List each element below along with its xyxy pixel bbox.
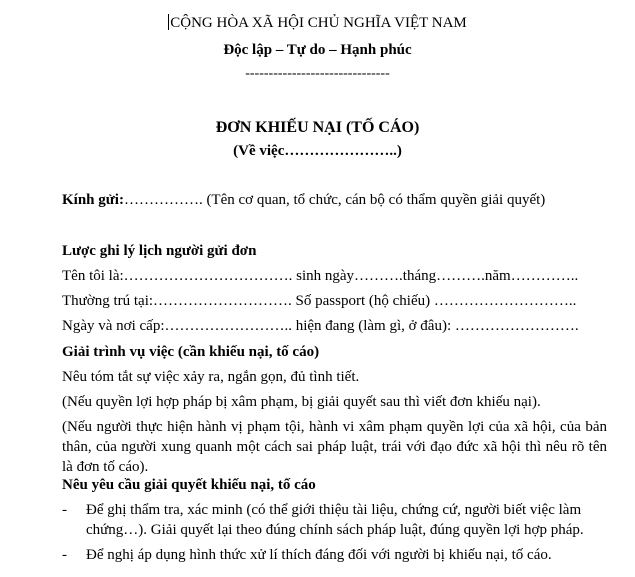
explanation-paragraph: Nêu tóm tắt sự việc xảy ra, ngắn gọn, đủ tình tiết. [62,369,360,385]
addressee-value: ……………. (Tên cơ quan, tổ chức, cán bộ có thẩm quyền giải quyết) [123,192,546,208]
addressee-label: Kính gửi: [62,192,124,208]
bullet-dash: - [62,502,67,518]
request-item-text: Để nghị áp dụng hình thức xử lí thích đáng đối với người bị khiếu nại, tố cáo. [86,547,552,563]
document-subject: (Về việc…………………..) [233,143,402,159]
request-item-text: Để ghị thẩm tra, xác minh (có thể giới thiệu tài liệu, chứng cứ, người biết việc làm chứng…). Giải quyết lại theo đúng chính sách pháp luật, đúng quyền lợi hợp pháp. [86,502,584,538]
explanation-section-heading: Giải trình vụ việc (cần khiếu nại, tố cáo) [62,344,320,360]
national-title [0,14,635,32]
motto: Độc lập – Tự do – Hạnh phúc [223,42,412,58]
national-title-text: CỘNG HÒA XÃ HỘI CHỦ NGHĨA VIỆT NAM [170,15,467,31]
header-separator: ------------------------------- [245,66,390,81]
bullet-dash: - [62,547,67,563]
sender-residence-line: Thường trú tại:………………………. Số passport (hộ chiếu) ……………………….. [62,293,577,309]
explanation-paragraph: (Nếu quyền lợi hợp pháp bị xâm phạm, bị giải quyết sau thì viết đơn khiếu nại). [62,394,541,410]
request-section-heading: Nêu yêu cầu giải quyết khiếu nại, tố cáo [62,477,316,493]
document-title: ĐƠN KHIẾU NẠI (TỐ CÁO) [215,119,420,136]
addressee-line [62,192,545,209]
explanation-paragraph: (Nếu người thực hiện hành vị phạm tội, hành vi xâm phạm quyền lợi của xã hội, của bản thân, của người xung quanh một cách sai pháp luật, trái với đạo đức xã hội thì nêu rõ tên là đơn tố cáo). [62,419,607,475]
sender-issue-line: Ngày và nơi cấp:…………………….. hiện đang (làm gì, ở đâu): ……………………. [62,318,579,334]
sender-name-line: Tên tôi là:……………………………. sinh ngày……….tháng……….năm………….. [62,268,579,284]
sender-section-heading: Lược ghi lý lịch người gửi đơn [62,243,257,259]
